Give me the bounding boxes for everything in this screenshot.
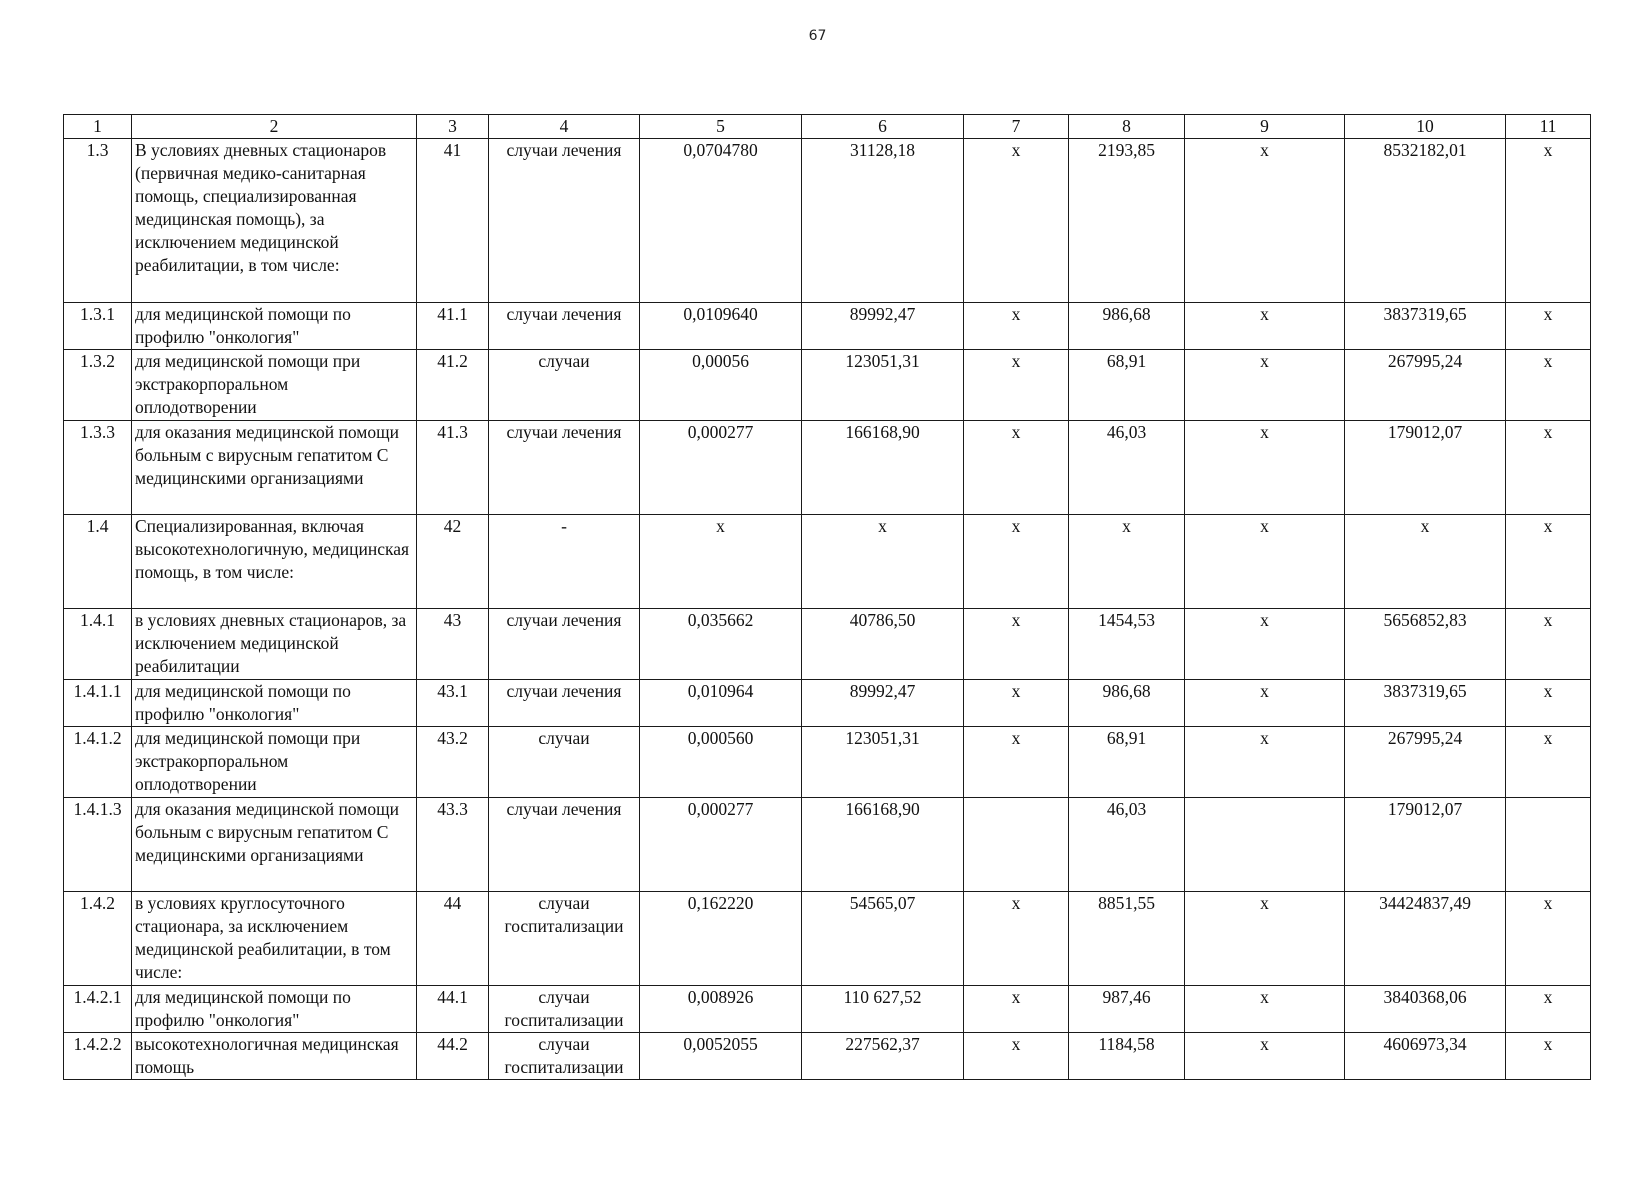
row-number: 1.3.3 <box>64 421 132 515</box>
cell-col10: 267995,24 <box>1345 727 1506 798</box>
cell-col5: 0,162220 <box>640 892 802 986</box>
header-row <box>64 115 1591 139</box>
row-unit: - <box>489 515 640 609</box>
table-row <box>64 303 1591 350</box>
cell-col11: х <box>1506 421 1591 515</box>
cell-col5: 0,008926 <box>640 986 802 1033</box>
cell-col8: 986,68 <box>1069 680 1185 727</box>
cell-col6: 123051,31 <box>802 727 964 798</box>
cell-col7 <box>964 798 1069 892</box>
cell-col7: х <box>964 421 1069 515</box>
cell-col6: 166168,90 <box>802 421 964 515</box>
row-number: 1.4.2.2 <box>64 1033 132 1080</box>
cell-col9: х <box>1185 421 1345 515</box>
cell-col11: х <box>1506 609 1591 680</box>
cell-col10: 3837319,65 <box>1345 680 1506 727</box>
cell-col6: 40786,50 <box>802 609 964 680</box>
row-code: 43.1 <box>417 680 489 727</box>
cell-col5: х <box>640 515 802 609</box>
row-unit: случаи <box>489 350 640 421</box>
row-name: В условиях дневных стационаров (первичная медико-санитарная помощь, специализированная медицинская помощь), за исключением медицинской реабилитации, в том числе: <box>132 139 417 303</box>
table-row <box>64 1033 1591 1080</box>
cell-col5: 0,010964 <box>640 680 802 727</box>
row-name: для медицинской помощи по профилю "онкология" <box>132 986 417 1033</box>
cell-col10: 179012,07 <box>1345 421 1506 515</box>
cell-col8: 46,03 <box>1069 798 1185 892</box>
cell-col6: 31128,18 <box>802 139 964 303</box>
cell-col5: 0,0704780 <box>640 139 802 303</box>
cell-col6: 166168,90 <box>802 798 964 892</box>
column-header: 11 <box>1506 115 1591 139</box>
column-header: 10 <box>1345 115 1506 139</box>
row-code: 43.2 <box>417 727 489 798</box>
column-header: 2 <box>132 115 417 139</box>
cell-col6: 227562,37 <box>802 1033 964 1080</box>
cell-col5: 0,000277 <box>640 421 802 515</box>
cell-col7: х <box>964 1033 1069 1080</box>
cell-col10: 267995,24 <box>1345 350 1506 421</box>
row-name: в условиях дневных стационаров, за исключением медицинской реабилитации <box>132 609 417 680</box>
cell-col9: х <box>1185 303 1345 350</box>
row-code: 41.1 <box>417 303 489 350</box>
table-row <box>64 350 1591 421</box>
cell-col11: х <box>1506 680 1591 727</box>
row-code: 41.3 <box>417 421 489 515</box>
cell-col8: 987,46 <box>1069 986 1185 1033</box>
row-name: для медицинской помощи при экстракорпоральном оплодотворении <box>132 727 417 798</box>
row-code: 42 <box>417 515 489 609</box>
row-name: для оказания медицинской помощи больным с вирусным гепатитом С медицинскими организациями <box>132 421 417 515</box>
cell-col8: 8851,55 <box>1069 892 1185 986</box>
cell-col11: х <box>1506 515 1591 609</box>
cell-col10: 179012,07 <box>1345 798 1506 892</box>
cell-col9: х <box>1185 680 1345 727</box>
data-table <box>63 114 1591 1080</box>
cell-col7: х <box>964 727 1069 798</box>
row-code: 44.1 <box>417 986 489 1033</box>
cell-col8: 68,91 <box>1069 350 1185 421</box>
row-name: Специализированная, включая высокотехнологичную, медицинская помощь, в том числе: <box>132 515 417 609</box>
row-name: высокотехнологичная медицинская помощь <box>132 1033 417 1080</box>
row-number: 1.3.1 <box>64 303 132 350</box>
cell-col8: 46,03 <box>1069 421 1185 515</box>
cell-col7: х <box>964 609 1069 680</box>
cell-col7: х <box>964 680 1069 727</box>
cell-col5: 0,00056 <box>640 350 802 421</box>
row-unit: случаи лечения <box>489 139 640 303</box>
column-header: 4 <box>489 115 640 139</box>
cell-col7: х <box>964 515 1069 609</box>
page-number: 67 <box>808 28 827 44</box>
row-code: 41.2 <box>417 350 489 421</box>
cell-col9: х <box>1185 1033 1345 1080</box>
row-number: 1.4 <box>64 515 132 609</box>
cell-col5: 0,035662 <box>640 609 802 680</box>
cell-col5: 0,000277 <box>640 798 802 892</box>
cell-col6: 89992,47 <box>802 680 964 727</box>
cell-col8: 986,68 <box>1069 303 1185 350</box>
column-header: 7 <box>964 115 1069 139</box>
cell-col8: 68,91 <box>1069 727 1185 798</box>
cell-col7: х <box>964 986 1069 1033</box>
cell-col5: 0,0109640 <box>640 303 802 350</box>
cell-col6: х <box>802 515 964 609</box>
row-number: 1.4.1 <box>64 609 132 680</box>
row-unit: случаи лечения <box>489 798 640 892</box>
column-header: 6 <box>802 115 964 139</box>
column-header: 5 <box>640 115 802 139</box>
table-row <box>64 892 1591 986</box>
cell-col11: х <box>1506 139 1591 303</box>
table-row <box>64 515 1591 609</box>
cell-col9 <box>1185 798 1345 892</box>
cell-col6: 54565,07 <box>802 892 964 986</box>
cell-col9: х <box>1185 892 1345 986</box>
row-unit: случаи госпитализации <box>489 892 640 986</box>
row-name: для оказания медицинской помощи больным с вирусным гепатитом С медицинскими организациями <box>132 798 417 892</box>
table-row <box>64 680 1591 727</box>
cell-col7: х <box>964 303 1069 350</box>
row-code: 43 <box>417 609 489 680</box>
row-name: для медицинской помощи при экстракорпоральном оплодотворении <box>132 350 417 421</box>
cell-col8: х <box>1069 515 1185 609</box>
row-number: 1.4.2.1 <box>64 986 132 1033</box>
row-unit: случаи <box>489 727 640 798</box>
cell-col5: 0,0052055 <box>640 1033 802 1080</box>
row-number: 1.4.1.3 <box>64 798 132 892</box>
cell-col8: 1184,58 <box>1069 1033 1185 1080</box>
cell-col8: 1454,53 <box>1069 609 1185 680</box>
cell-col10: 5656852,83 <box>1345 609 1506 680</box>
table-row <box>64 727 1591 798</box>
row-name: для медицинской помощи по профилю "онкология" <box>132 680 417 727</box>
row-unit: случаи госпитализации <box>489 1033 640 1080</box>
row-number: 1.4.1.1 <box>64 680 132 727</box>
column-header: 9 <box>1185 115 1345 139</box>
table-row <box>64 609 1591 680</box>
cell-col10: 3840368,06 <box>1345 986 1506 1033</box>
cell-col11: х <box>1506 727 1591 798</box>
row-unit: случаи лечения <box>489 421 640 515</box>
cell-col6: 123051,31 <box>802 350 964 421</box>
cell-col10: 3837319,65 <box>1345 303 1506 350</box>
row-unit: случаи лечения <box>489 303 640 350</box>
cell-col6: 89992,47 <box>802 303 964 350</box>
cell-col11: х <box>1506 986 1591 1033</box>
table-row <box>64 139 1591 303</box>
cell-col10: х <box>1345 515 1506 609</box>
row-number: 1.3.2 <box>64 350 132 421</box>
cell-col5: 0,000560 <box>640 727 802 798</box>
cell-col9: х <box>1185 515 1345 609</box>
table-row <box>64 986 1591 1033</box>
cell-col10: 8532182,01 <box>1345 139 1506 303</box>
cell-col11: х <box>1506 303 1591 350</box>
cell-col10: 4606973,34 <box>1345 1033 1506 1080</box>
cell-col11: х <box>1506 892 1591 986</box>
row-unit: случаи лечения <box>489 609 640 680</box>
row-name: для медицинской помощи по профилю "онкология" <box>132 303 417 350</box>
cell-col7: х <box>964 350 1069 421</box>
cell-col7: х <box>964 139 1069 303</box>
row-code: 41 <box>417 139 489 303</box>
row-code: 43.3 <box>417 798 489 892</box>
cell-col9: х <box>1185 986 1345 1033</box>
row-unit: случаи лечения <box>489 680 640 727</box>
cell-col7: х <box>964 892 1069 986</box>
cell-col6: 110 627,52 <box>802 986 964 1033</box>
row-unit: случаи госпитализации <box>489 986 640 1033</box>
column-header: 1 <box>64 115 132 139</box>
cell-col8: 2193,85 <box>1069 139 1185 303</box>
cell-col9: х <box>1185 727 1345 798</box>
cell-col10: 34424837,49 <box>1345 892 1506 986</box>
cell-col9: х <box>1185 350 1345 421</box>
cell-col11 <box>1506 798 1591 892</box>
cell-col9: х <box>1185 609 1345 680</box>
table-row <box>64 798 1591 892</box>
cell-col11: х <box>1506 350 1591 421</box>
row-code: 44 <box>417 892 489 986</box>
row-number: 1.4.2 <box>64 892 132 986</box>
column-header: 8 <box>1069 115 1185 139</box>
row-code: 44.2 <box>417 1033 489 1080</box>
cell-col9: х <box>1185 139 1345 303</box>
row-name: в условиях круглосуточного стационара, за исключением медицинской реабилитации, в том числе: <box>132 892 417 986</box>
row-number: 1.4.1.2 <box>64 727 132 798</box>
cell-col11: х <box>1506 1033 1591 1080</box>
column-header: 3 <box>417 115 489 139</box>
table-row <box>64 421 1591 515</box>
row-number: 1.3 <box>64 139 132 303</box>
